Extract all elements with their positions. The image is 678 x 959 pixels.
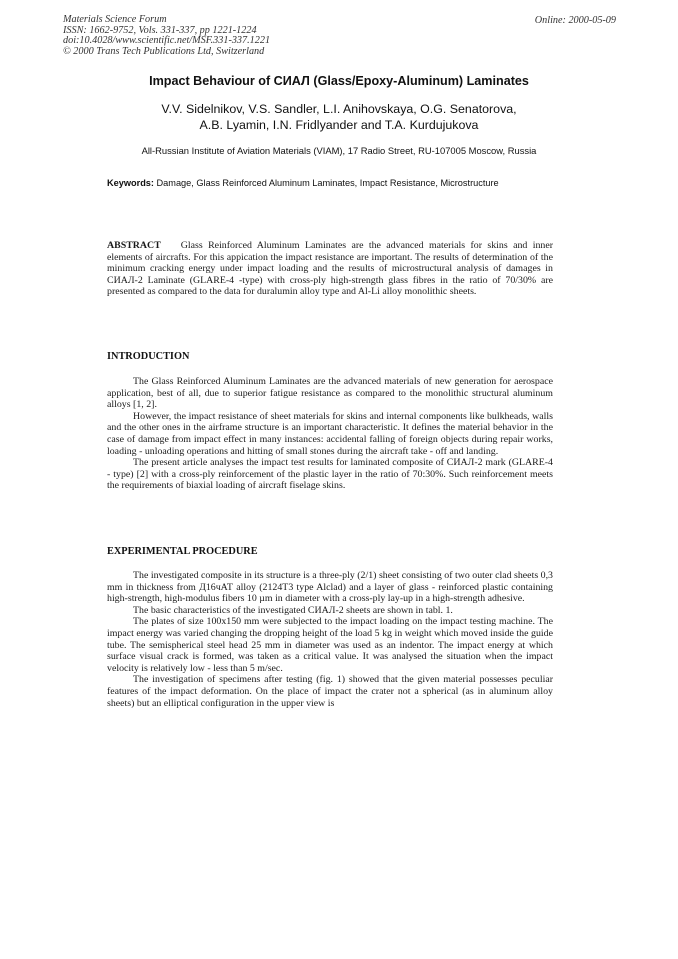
paragraph: The present article analyses the impact test results for laminated composite of СИАЛ-2 mark (GLARE-4 - type) [2] with a cross-ply reinforcement of the plastic layer in the ratio of 70:30%. Such reinforcement meets the requirements of biaxial loading of aircraft fiselage skins. — [107, 457, 553, 492]
abstract — [107, 240, 553, 298]
keywords-text: Damage, Glass Reinforced Aluminum Laminates, Impact Resistance, Microstructure — [156, 178, 499, 188]
online-date: Online: 2000-05-09 — [534, 15, 616, 26]
experimental-body — [107, 570, 553, 709]
paragraph: The plates of size 100x150 mm were subjected to the impact loading on the impact testing machine. The impact energy was varied changing the dropping height of the load 5 kg in weight which moved inside the guide tube. The semispherical steel head 25 mm in diameter was used as an indentor. The impact energy at which surface visual crack is formed, was taken as a critical value. It was analysed the situation when the impact velocity is relatively low - less than 5 m/sec. — [107, 616, 553, 674]
paragraph: The basic characteristics of the investigated СИАЛ-2 sheets are shown in tabl. 1. — [133, 604, 453, 616]
journal-info — [63, 15, 270, 57]
paragraph: However, the impact resistance of sheet materials for skins and internal components like bulkheads, walls and the other ones in the airframe structure is an important characteristic. It defines the material behavior in the case of damage from impact effect in many instances: accidental falling of foreign objects during repair works, loading - unloading operations and hitting of small stones during the aircraft take - off and landing. — [107, 410, 553, 457]
author-list — [0, 101, 678, 133]
journal-name: Materials Science Forum — [63, 14, 167, 25]
keywords — [107, 178, 499, 188]
paragraph: The investigation of specimens after testing (fig. 1) showed that the given material possesses peculiar features of the impact deformation. On the place of impact the crater not a spherical (as in aluminum alloy sheets) but an elliptical configuration in the upper view is — [107, 674, 553, 709]
issn-line: ISSN: 1662-9752, Vols. 331-337, pp 1221-1224 — [63, 24, 257, 36]
affiliation: All-Russian Institute of Aviation Materials (VIAM), 17 Radio Street, RU-107005 Moscow, Russia — [141, 145, 537, 156]
introduction-body — [107, 376, 553, 492]
copyright-line: © 2000 Trans Tech Publications Ltd, Switzerland — [63, 45, 265, 57]
abstract-label: ABSTRACT — [107, 240, 161, 251]
doi-line: doi:10.4028/www.scientific.net/MSF.331-337.1221 — [63, 35, 271, 47]
authors-line-2: A.B. Lyamin, I.N. Fridlyander and T.A. Kurdujukova — [199, 118, 479, 132]
paper-title: Impact Behaviour of СИАЛ (Glass/Epoxy-Aluminum) Laminates — [149, 74, 529, 88]
authors-line-1: V.V. Sidelnikov, V.S. Sandler, L.I. Anihovskaya, O.G. Senatorova, — [161, 102, 517, 116]
paragraph: The Glass Reinforced Aluminum Laminates are the advanced materials of new generation for aerospace application, best of all, due to superior fatigue resistance as compared to the monolithic structural aluminum alloys [1, 2]. — [107, 376, 553, 411]
section-heading-introduction: INTRODUCTION — [107, 351, 190, 362]
keywords-label: Keywords: — [107, 178, 154, 188]
paragraph: The investigated composite in its structure is a three-ply (2/1) sheet consisting of two outer clad sheets 0,3 mm in thickness from Д16чАТ alloy (2124T3 type Alclad) and a layer of glass - reinforced plastic containing high-strength, high-modulus fibers 10 µm in diameter with a cross-ply lay-up in a high-strength adhesive. — [107, 570, 553, 605]
abstract-text: Glass Reinforced Aluminum Laminates are the advanced materials for skins and inner elements of aircrafts. For this appication the impact resistance are important. The results of determination of the minimum cracking energy under impact loading and the results of microstructural analysis of damages in СИАЛ-2 Laminate (GLARE-4 -type) with cross-ply high-strength glass fibres in the ratio of 70/30% are presented as compared to the data for duralumin alloy type and Al-Li alloy monolithic sheets. — [107, 240, 553, 298]
section-heading-experimental: EXPERIMENTAL PROCEDURE — [107, 546, 258, 557]
